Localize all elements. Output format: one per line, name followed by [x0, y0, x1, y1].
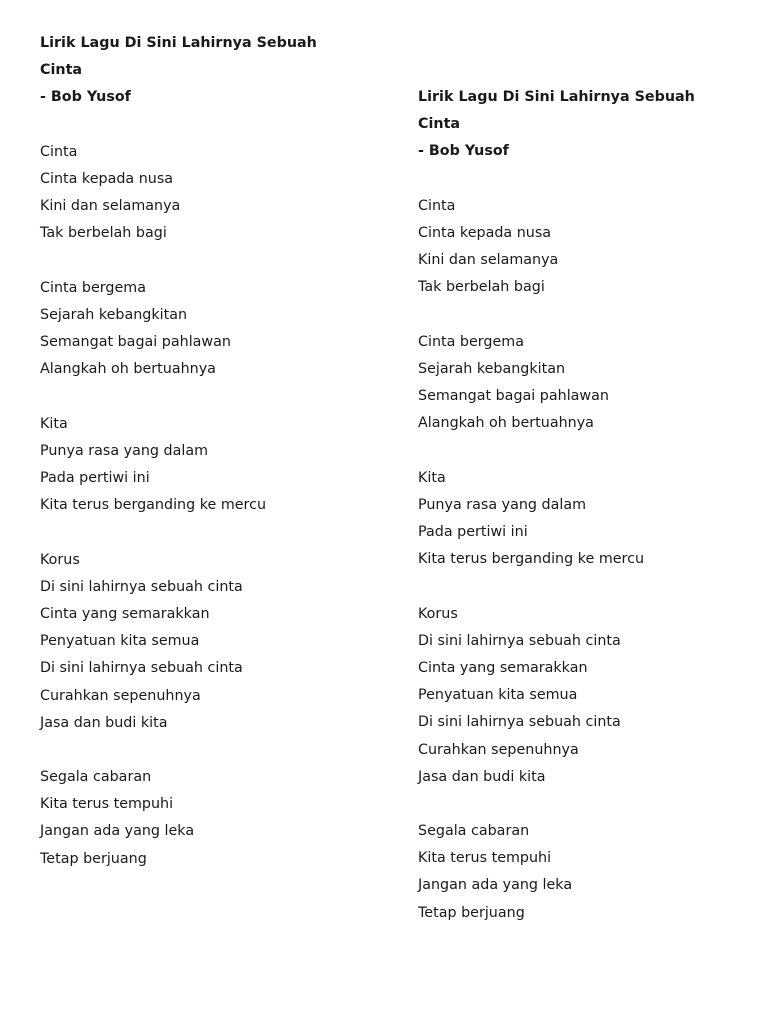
- stanza-spacer: [418, 437, 758, 464]
- lyric-line: Kita terus tempuhi: [418, 850, 552, 867]
- song-title-line: Lirik Lagu Di Sini Lahirnya Sebuah: [418, 89, 695, 105]
- stanza-spacer: [40, 248, 380, 275]
- lyric-line: Alangkah oh bertuahnya: [418, 415, 594, 432]
- lyric-line: Punya rasa yang dalam: [40, 442, 209, 459]
- lyric-line: Kini dan selamanya: [418, 252, 559, 269]
- lyric-line: Kita: [40, 415, 68, 432]
- lyric-line: Korus: [418, 605, 458, 622]
- lyric-line: Di sini lahirnya sebuah cinta: [40, 578, 243, 595]
- lyric-line: Pada pertiwi ini: [418, 524, 528, 540]
- lyric-line: Cinta yang semarakkan: [418, 659, 588, 676]
- lyric-line: Cinta: [418, 197, 456, 214]
- song-title-line: Cinta: [40, 62, 83, 79]
- stanza-spacer: [418, 302, 758, 329]
- lyric-line: Di sini lahirnya sebuah cinta: [418, 714, 621, 731]
- lyrics-stanza: [418, 818, 758, 927]
- lyric-line: Curahkan sepenuhnya: [40, 687, 201, 704]
- lyric-line: Jasa dan budi kita: [40, 714, 168, 731]
- lyrics-stanza: [40, 764, 380, 873]
- lyric-line: Jangan ada yang leka: [418, 877, 573, 894]
- lyric-line: Semangat bagai pahlawan: [40, 334, 231, 351]
- lyrics-stanza: [40, 139, 380, 248]
- lyric-line: Tetap berjuang: [418, 904, 525, 921]
- lyric-line: Cinta bergema: [40, 279, 146, 296]
- lyric-line: Segala cabaran: [418, 823, 530, 840]
- lyric-line: Kita terus tempuhi: [40, 796, 174, 813]
- lyric-line: Di sini lahirnya sebuah cinta: [40, 660, 243, 677]
- lyric-line: Di sini lahirnya sebuah cinta: [418, 632, 621, 649]
- lyric-line: Alangkah oh bertuahnya: [40, 361, 216, 378]
- song-author: - Bob Yusof: [40, 89, 131, 106]
- lyrics-stanza: [418, 601, 758, 791]
- lyrics-column-left: [40, 30, 380, 873]
- song-author: - Bob Yusof: [418, 143, 509, 160]
- lyric-line: Segala cabaran: [40, 769, 152, 786]
- lyrics-stanza: [40, 275, 380, 384]
- lyric-line: Sejarah kebangkitan: [40, 306, 188, 323]
- lyric-line: Curahkan sepenuhnya: [418, 741, 579, 758]
- lyrics-stanza: [418, 329, 758, 438]
- lyric-line: Penyatuan kita semua: [40, 633, 200, 650]
- stanza-spacer: [418, 573, 758, 600]
- lyric-line: Tetap berjuang: [40, 850, 147, 867]
- lyrics-column-right: [418, 84, 758, 927]
- lyric-line: Cinta bergema: [418, 333, 524, 350]
- lyric-line: Sejarah kebangkitan: [418, 360, 566, 377]
- lyric-line: Cinta kepada nusa: [418, 224, 552, 241]
- lyric-line: Cinta: [40, 143, 78, 160]
- lyric-line: Tak berbelah bagi: [40, 225, 167, 242]
- lyric-line: Pada pertiwi ini: [40, 470, 150, 486]
- stanza-spacer: [40, 737, 380, 764]
- stanza-spacer: [418, 166, 758, 193]
- lyric-line: Tak berbelah bagi: [418, 279, 545, 296]
- lyric-line: Semangat bagai pahlawan: [418, 388, 609, 405]
- lyric-line: Kita terus berganding ke mercu: [418, 551, 645, 568]
- lyric-line: Korus: [40, 551, 80, 568]
- lyric-line: Jangan ada yang leka: [40, 823, 195, 840]
- lyrics-stanza: [418, 465, 758, 574]
- lyric-line: Penyatuan kita semua: [418, 687, 578, 704]
- lyric-line: Cinta yang semarakkan: [40, 605, 210, 622]
- lyric-line: Cinta kepada nusa: [40, 170, 174, 187]
- lyric-line: Punya rasa yang dalam: [418, 496, 587, 513]
- lyrics-stanza: [418, 193, 758, 302]
- stanza-spacer: [40, 383, 380, 410]
- stanza-spacer: [40, 112, 380, 139]
- lyric-line: Kita: [418, 469, 446, 486]
- lyrics-stanza: [40, 411, 380, 520]
- song-title-line: Cinta: [418, 116, 461, 133]
- stanza-spacer: [418, 791, 758, 818]
- lyric-line: Kita terus berganding ke mercu: [40, 497, 267, 514]
- lyric-line: Jasa dan budi kita: [418, 768, 546, 785]
- lyric-line: Kini dan selamanya: [40, 198, 181, 215]
- lyrics-stanza: [40, 547, 380, 737]
- stanza-spacer: [40, 519, 380, 546]
- song-title-line: Lirik Lagu Di Sini Lahirnya Sebuah: [40, 35, 317, 51]
